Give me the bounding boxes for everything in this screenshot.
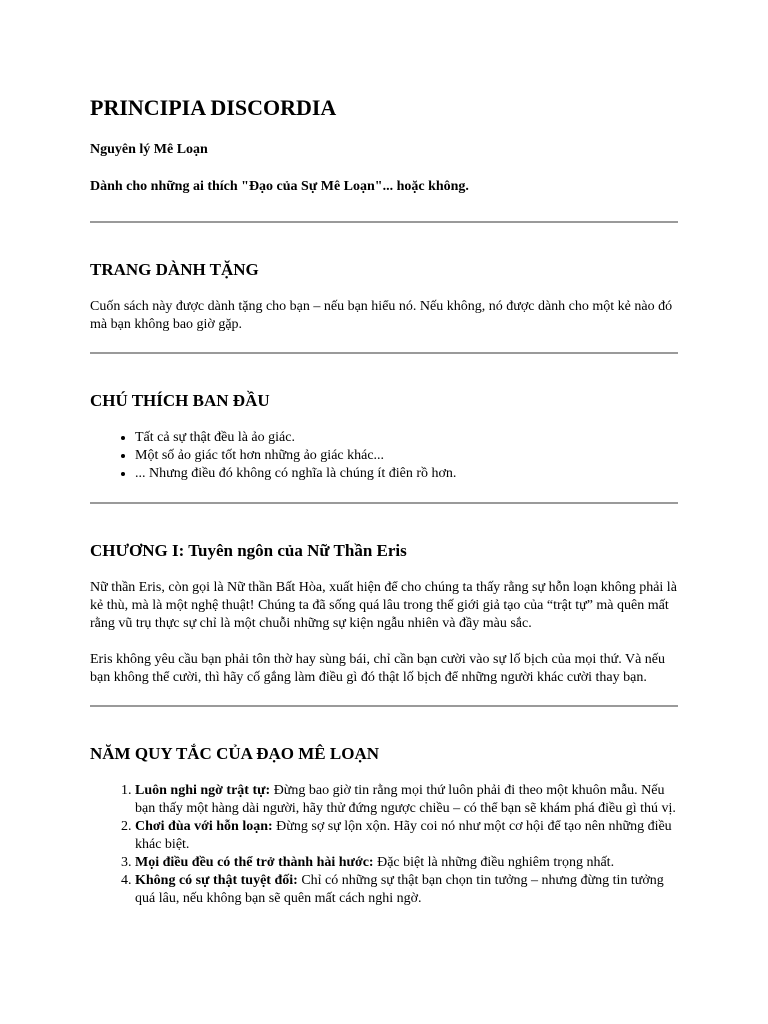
rule-title: Mọi điều đều có thể trở thành hài hước: bbox=[135, 855, 374, 870]
list-item bbox=[135, 872, 678, 908]
rule-title: Không có sự thật tuyệt đối: bbox=[135, 873, 298, 888]
rule-title: Luôn nghi ngờ trật tự: bbox=[135, 783, 271, 798]
divider bbox=[90, 221, 678, 223]
list-item: • ... Nhưng điều đó không có nghĩa là chúng ít điên rồ hơn. bbox=[135, 465, 678, 483]
rule-text: Đừng sợ sự lộn xộn. Hãy coi nó như một cơ hội để tạo nên những điều khác biệt. bbox=[135, 819, 672, 852]
document-title: PRINCIPIA DISCORDIA bbox=[90, 95, 337, 120]
rule-text: Chỉ có những sự thật bạn chọn tin tưởng – nhưng đừng tin tưởng quá lâu, nếu không bạn sẽ quên mất cách nghi ngờ. bbox=[135, 873, 664, 906]
list-item bbox=[135, 818, 678, 854]
rule-title: Chơi đùa với hỗn loạn: bbox=[135, 819, 273, 834]
document-dedication-line: Dành cho những ai thích "Đạo của Sự Mê Loạn"... hoặc không. bbox=[90, 179, 469, 194]
divider bbox=[90, 502, 678, 504]
list-item bbox=[135, 782, 678, 818]
section-heading-notes: CHÚ THÍCH BAN ĐẦU bbox=[90, 391, 270, 410]
chapter-1-paragraph: Nữ thần Eris, còn gọi là Nữ thần Bất Hòa, xuất hiện để cho chúng ta thấy rằng sự hỗn loạn không phải là kẻ thù, mà là một nghệ thuật! Chúng ta đã sống quá lâu trong thế giới giả tạo của “trật tự” mà quên mất rằng vũ trụ thực sự chỉ là một chuỗi những sự kiện ngẫu nhiên và đầy màu sắc. bbox=[90, 580, 677, 631]
list-item: • Tất cả sự thật đều là ảo giác. bbox=[135, 429, 678, 447]
section-heading-dedication: TRANG DÀNH TẶNG bbox=[90, 260, 259, 279]
divider bbox=[90, 705, 678, 707]
divider bbox=[90, 352, 678, 354]
rule-text: Đừng bao giờ tin rằng mọi thứ luôn phải đi theo một khuôn mẫu. Nếu bạn thấy một hàng dài người, hãy thử đứng ngược chiều – có thể bạn sẽ khám phá điều gì thú vị. bbox=[135, 783, 676, 816]
document-subtitle: Nguyên lý Mê Loạn bbox=[90, 142, 208, 157]
list-item: • Một số ảo giác tốt hơn những ảo giác khác... bbox=[135, 447, 678, 465]
rules-list bbox=[90, 782, 678, 908]
section-heading-chapter-1: CHƯƠNG I: Tuyên ngôn của Nữ Thần Eris bbox=[90, 541, 407, 560]
list-item bbox=[135, 854, 678, 872]
notes-list bbox=[90, 429, 678, 483]
rule-text: Đặc biệt là những điều nghiêm trọng nhất. bbox=[373, 855, 615, 870]
dedication-text: Cuốn sách này được dành tặng cho bạn – nếu bạn hiểu nó. Nếu không, nó được dành cho một kẻ nào đó mà bạn không bao giờ gặp. bbox=[90, 299, 673, 332]
section-heading-rules: NĂM QUY TẮC CỦA ĐẠO MÊ LOẠN bbox=[90, 744, 379, 763]
chapter-1-paragraph: Eris không yêu cầu bạn phải tôn thờ hay sùng bái, chỉ cần bạn cười vào sự lố bịch của mọi thứ. Và nếu bạn không thể cười, thì hãy cố gắng làm điều gì đó thật lố bịch để những người khác cười thay bạn. bbox=[90, 652, 666, 685]
